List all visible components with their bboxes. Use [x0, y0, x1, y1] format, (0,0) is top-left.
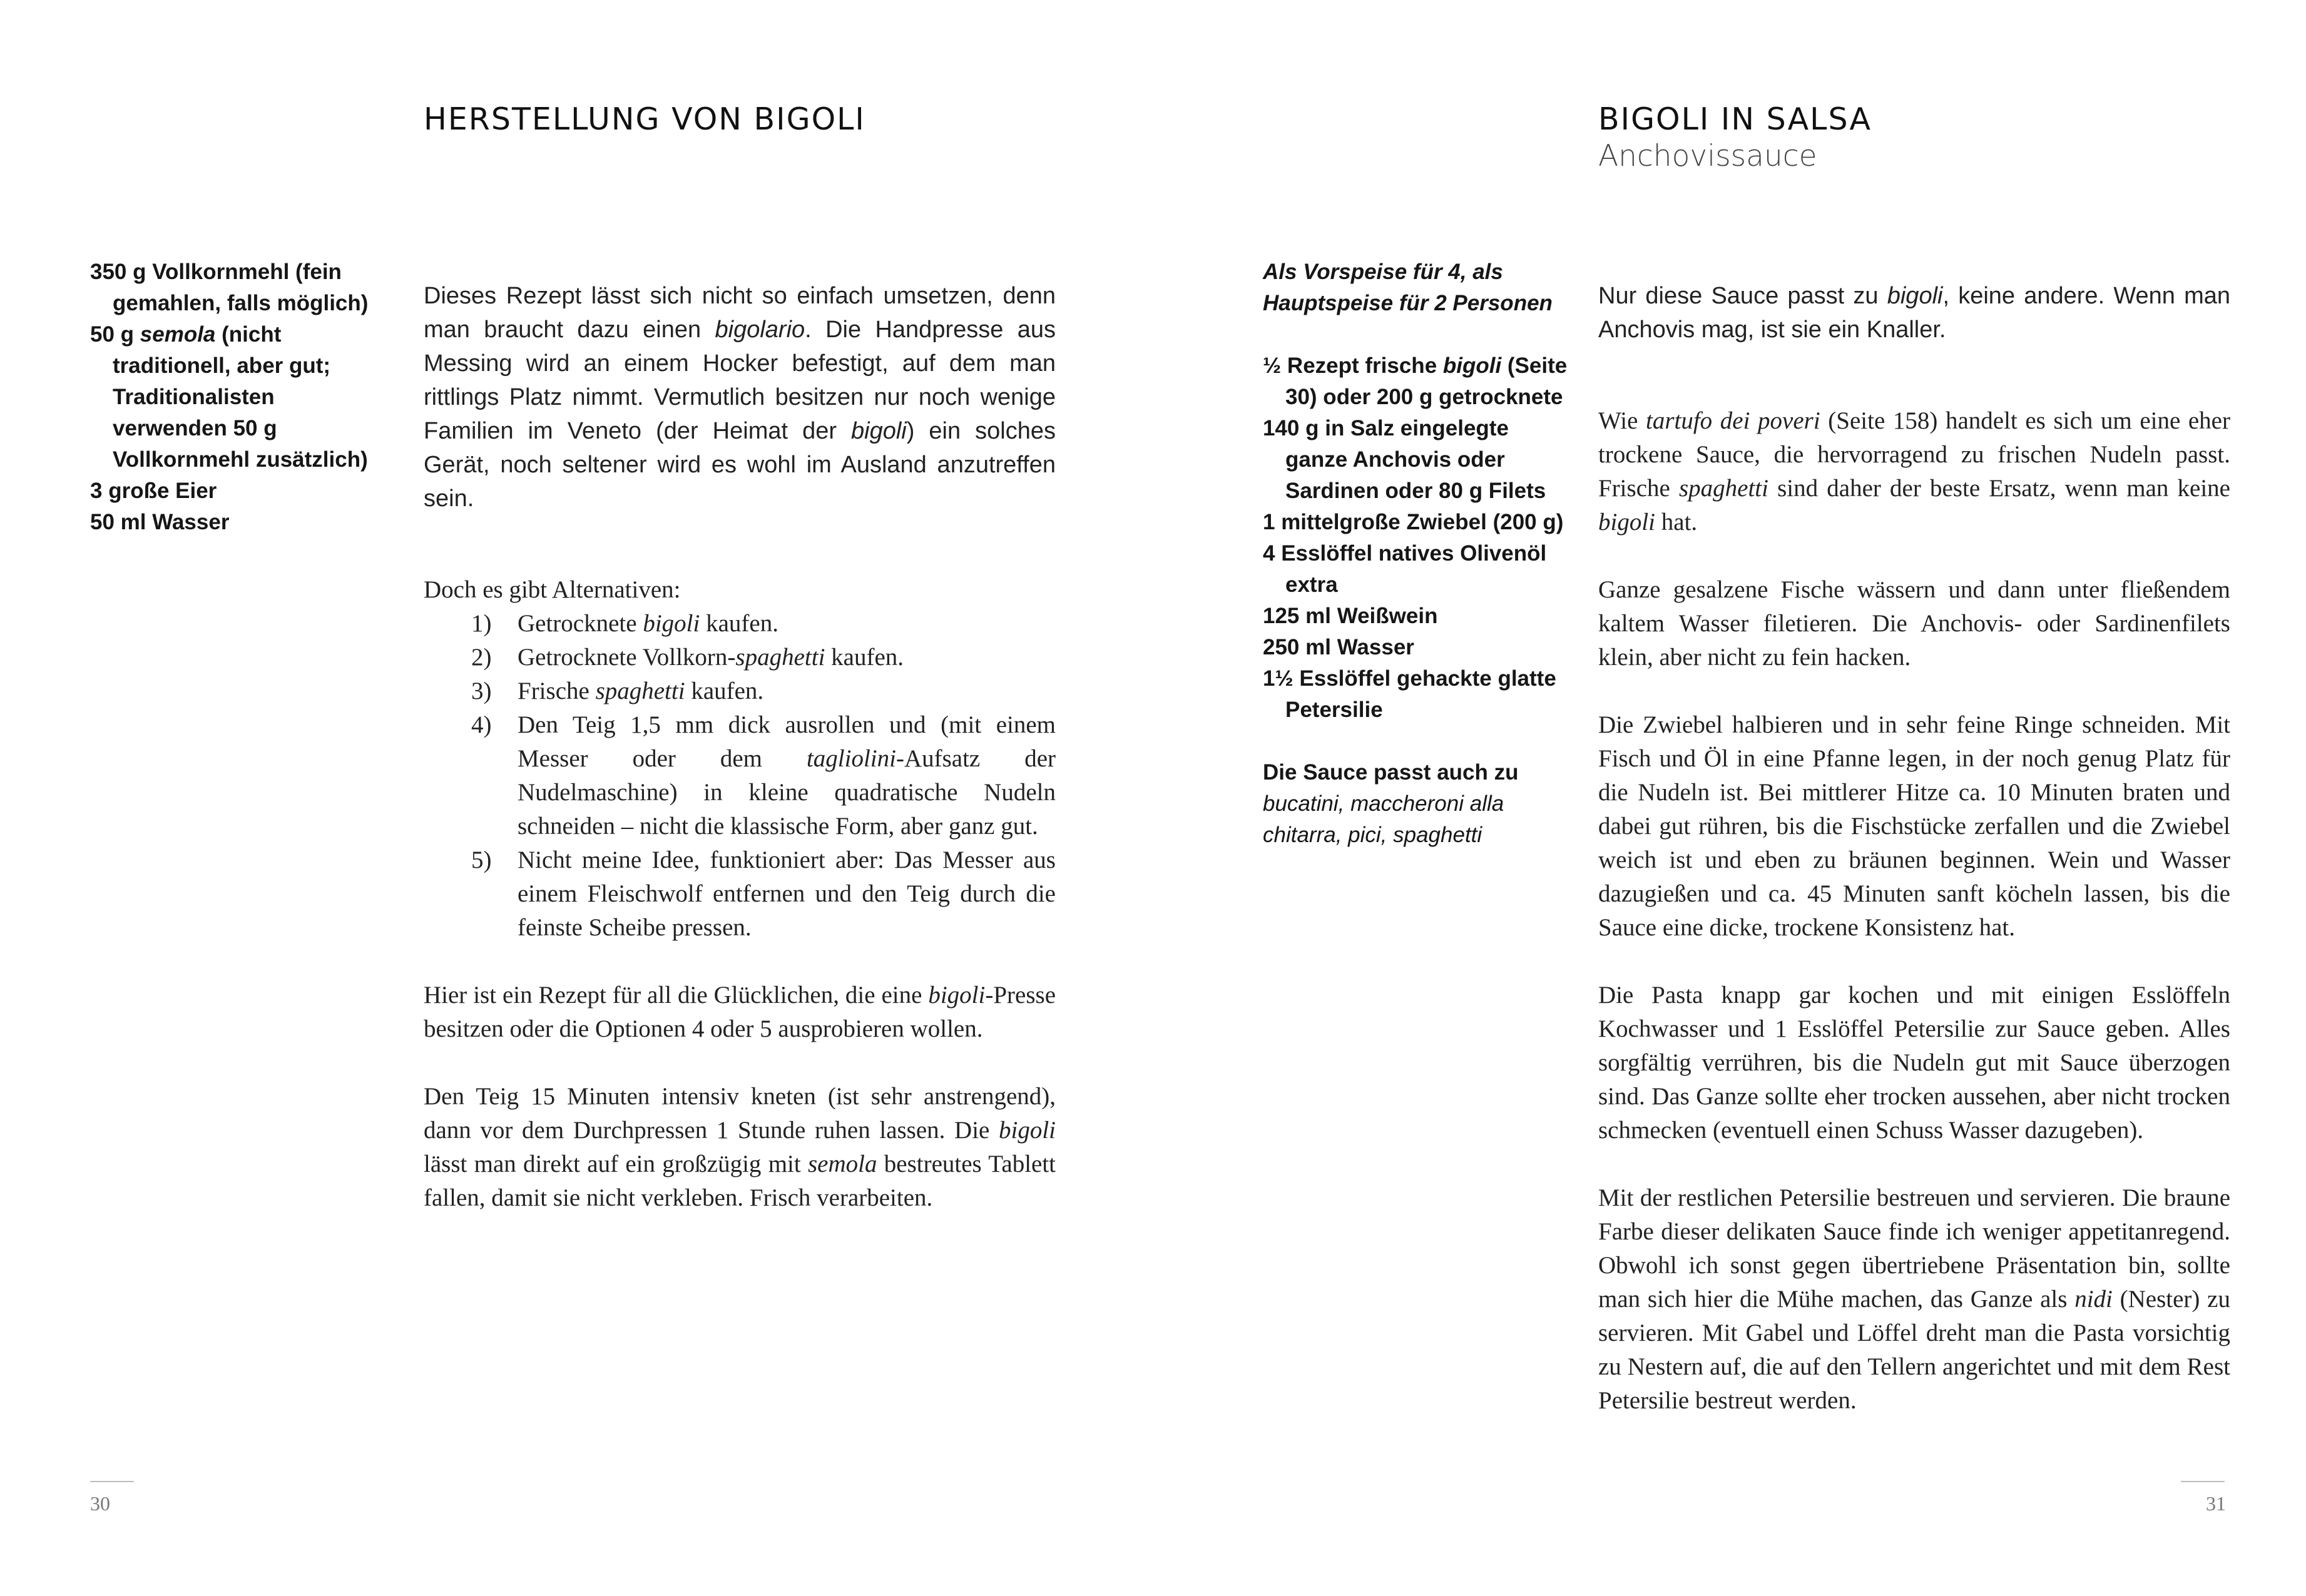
- list-item: 3) Frische spaghetti kaufen.: [471, 678, 764, 704]
- alternatives-list: [424, 607, 1056, 945]
- method-text: [424, 255, 1056, 1215]
- paragraph: Die Pasta knapp gar kochen und mit einigen Esslöffeln Kochwasser und 1 Esslöffel Petersilie zur Sauce geben. Alles sorgfältig verrühren, bis die Nudeln gut mit Sauce überzogen sind. Das Ganze sollte eher trocken aussehen, aber nicht trocken schmecken (eventuell einen Schuss Wasser dazugeben).: [1598, 982, 2230, 1144]
- ingredient-item: 50 g semola (nicht traditionell, aber gut; Traditionalisten verwenden 50 g Vollkornmehl zusätzlich): [90, 322, 368, 472]
- recipe-title: BIGOLI IN SALSA: [1598, 101, 1872, 137]
- intro-paragraph: Nur diese Sauce passt zu bigoli, keine andere. Wenn man Anchovis mag, ist sie ein Knaller.: [1598, 283, 2231, 343]
- pairing-label: Die Sauce passt auch zu: [1263, 760, 1519, 785]
- list-item: 2) Getrocknete Vollkorn-spaghetti kaufen.: [471, 644, 904, 671]
- ingredient-item: 1½ Esslöffel gehackte glatte Petersilie: [1263, 666, 1556, 722]
- ingredient-item: 125 ml Weißwein: [1263, 604, 1438, 628]
- paragraph: Hier ist ein Rezept für all die Glücklichen, die eine bigoli-Presse besitzen oder die Optionen 4 oder 5 ausprobieren wollen.: [424, 982, 1056, 1042]
- page-number: 30: [90, 1492, 110, 1515]
- ingredient-item: 350 g Vollkornmehl (fein gemahlen, falls möglich): [90, 260, 369, 315]
- paragraph: Die Zwiebel halbieren und in sehr feine Ringe schneiden. Mit Fisch und Öl in eine Pfanne legen, in der noch genug Platz für die Nudeln ist. Bei mittlerer Hitze ca. 10 Minuten braten und dabei gut rühren, bis die Fischstücke zerfallen und die Zwiebel weich ist und eben zu bräunen beginnen. Wein und Wasser dazugießen und ca. 45 Minuten sanft köcheln lassen, bis die Sauce eine dicke, trockene Konsistenz hat.: [1598, 711, 2230, 941]
- ingredient-item: 3 große Eier: [90, 479, 217, 503]
- list-item: 4) Den Teig 1,5 mm dick ausrollen und (mit einem Messer oder dem tagliolini-Aufsatz der Nudelmaschine) in kleine quadratische Nudeln schneiden – nicht die klassische Form, aber ganz gut.: [471, 711, 1056, 840]
- pairing-pastas: bucatini, maccheroni alla chitarra, pici, spaghetti: [1263, 791, 1504, 847]
- ingredient-item: 50 ml Wasser: [90, 510, 230, 534]
- ingredient-item: 140 g in Salz eingelegte ganze Anchovis oder Sardinen oder 80 g Filets: [1263, 416, 1546, 503]
- alternatives-intro: Doch es gibt Alternativen:: [424, 576, 681, 603]
- alternatives-block: [424, 573, 1056, 1215]
- ingredient-list: [90, 257, 384, 538]
- footer-rule: [90, 1481, 134, 1482]
- list-item: 1) Getrocknete bigoli kaufen.: [471, 610, 778, 637]
- paragraph: Wie tartufo dei poveri (Seite 158) handelt es sich um eine eher trockene Sauce, die hervorragend zu frischen Nudeln passt. Frische spaghetti sind daher der beste Ersatz, wenn man keine bigoli hat.: [1598, 407, 2230, 536]
- page-number: 31: [2206, 1492, 2226, 1515]
- footer-rule: [2181, 1481, 2225, 1482]
- paragraph: Mit der restlichen Petersilie bestreuen und servieren. Die braune Farbe dieser delikaten Sauce finde ich weniger appetitanregend. Obwohl ich sonst gegen übertriebene Präsentation bin, sollte man sich hier die Mühe machen, das Ganze als nidi (Nester) zu servieren. Mit Gabel und Löffel dreht man die Pasta vorsichtig zu Nestern auf, die auf den Tellern angerichtet und mit dem Rest Petersilie bestreut werden.: [1598, 1184, 2230, 1414]
- ingredient-item: 250 ml Wasser: [1263, 635, 1414, 659]
- servings: Als Vorspeise für 4, als Hauptspeise für 2 Personen: [1263, 260, 1553, 315]
- ingredient-item: 1 mittelgroße Zwiebel (200 g): [1263, 510, 1564, 534]
- recipe-subtitle: Anchovissauce: [1598, 139, 1817, 173]
- recipe-method: [1598, 255, 2230, 1418]
- page-title: HERSTELLUNG VON BIGOLI: [424, 101, 865, 137]
- ingredient-item: ½ Rezept frische bigoli (Seite 30) oder 200 g getrocknete: [1263, 353, 1568, 409]
- ingredient-item: 4 Esslöffel natives Olivenöl extra: [1263, 541, 1547, 597]
- intro-paragraph: Dieses Rezept lässt sich nicht so einfach umsetzen, denn man braucht dazu einen bigolario. Die Handpresse aus Messing wird an einem Hocker befestigt, auf dem man rittlings Platz nimmt. Vermutlich besitzen nur noch wenige Familien im Veneto (der Heimat der bigoli) ein solches Gerät, noch seltener wird es wohl im Ausland anzutreffen sein.: [424, 283, 1056, 512]
- recipe-sidebar: [1263, 257, 1569, 851]
- paragraph: Den Teig 15 Minuten intensiv kneten (ist sehr anstrengend), dann vor dem Durchpressen 1 Stunde ruhen lassen. Die bigoli lässt man direkt auf ein großzügig mit semola bestreutes Tablett fallen, damit sie nicht verkleben. Frisch verarbeiten.: [424, 1083, 1056, 1211]
- list-item: 5) Nicht meine Idee, funktioniert aber: Das Messer aus einem Fleischwolf entfernen und den Teig durch die feinste Scheibe pressen.: [471, 846, 1056, 941]
- paragraph: Ganze gesalzene Fische wässern und dann unter fließendem kaltem Wasser filetieren. Die Anchovis- oder Sardinenfilets klein, aber nicht zu fein hacken.: [1598, 576, 2230, 671]
